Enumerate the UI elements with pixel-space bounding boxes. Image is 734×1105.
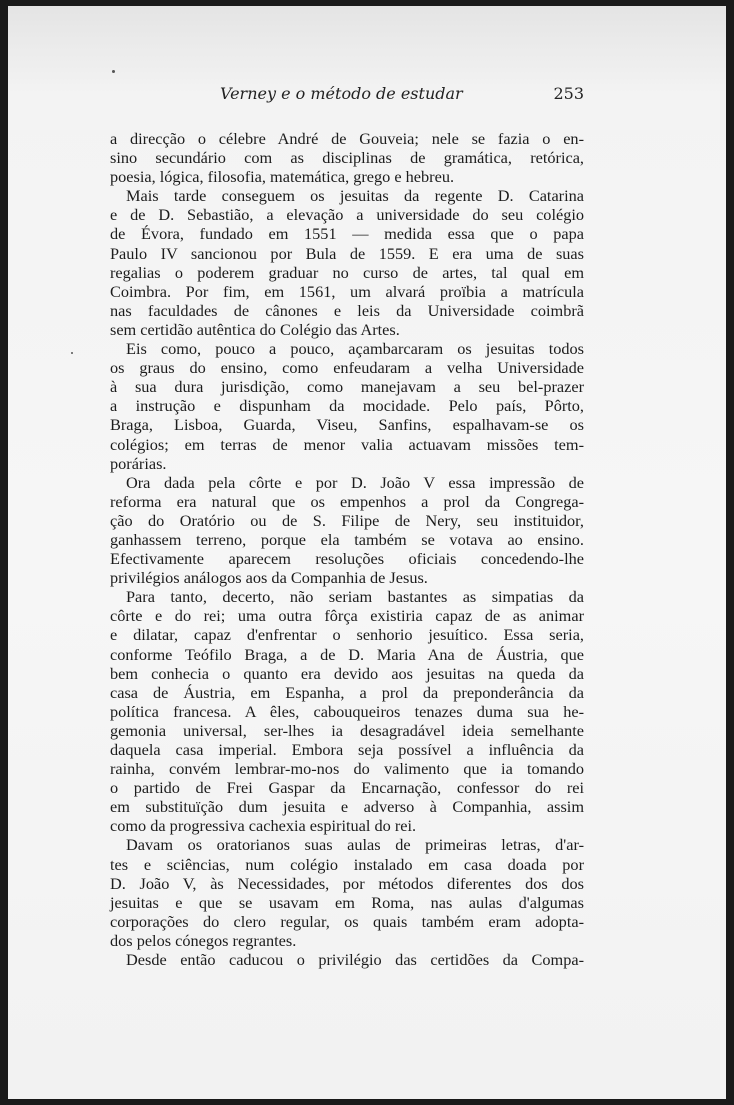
text-line: política francesa. A êles, cabouqueiros tenazes duma sua he- bbox=[110, 701, 584, 721]
text-line: sem certidão autêntica do Colégio das Artes. bbox=[110, 319, 400, 339]
text-line: porárias. bbox=[110, 453, 167, 473]
text-line: e dilatar, capaz d'enfrentar o senhorio jesuítico. Essa seria, bbox=[110, 625, 584, 645]
text-line: dos pelos cónegos regrantes. bbox=[110, 930, 297, 950]
text-line: regalias o poderem graduar no curso de artes, tal qual em bbox=[110, 262, 584, 282]
text-line: Braga, Lisboa, Guarda, Viseu, Sanfins, espalhavam-se os bbox=[110, 415, 584, 435]
book-page bbox=[8, 6, 726, 1099]
text-line: corporações do clero regular, os quais também eram adopta- bbox=[110, 911, 584, 931]
text-line: nas faculdades de cânones e leis da Universidade coimbrã bbox=[110, 300, 584, 320]
text-line: Ora dada pela côrte e por D. João V essa impressão de bbox=[126, 472, 584, 492]
page-header bbox=[108, 84, 584, 108]
text-line: Mais tarde conseguem os jesuitas da regente D. Catarina bbox=[126, 186, 584, 206]
text-line: como da progressiva cachexia espiritual do rei. bbox=[110, 816, 417, 836]
text-line: gemonia universal, ser-lhes ia desagradável ideia semelhante bbox=[110, 720, 584, 740]
text-line: Davam os oratorianos suas aulas de primeiras letras, d'ar- bbox=[126, 835, 584, 855]
text-line: jesuitas e que se usavam em Roma, nas aulas d'algumas bbox=[110, 892, 584, 912]
text-line: sino secundário com as disciplinas de gramática, retórica, bbox=[110, 148, 584, 168]
text-line: privilégios análogos aos da Companhia de Jesus. bbox=[110, 568, 428, 588]
text-line: Efectivamente aparecem resoluções oficiais concedendo-lhe bbox=[110, 549, 584, 569]
print-speck bbox=[112, 70, 115, 73]
text-line: poesia, lógica, filosofia, matemática, grego e hebreu. bbox=[110, 167, 455, 187]
text-line: Paulo IV sancionou por Bula de 1559. E era uma de suas bbox=[110, 243, 584, 263]
text-line: os graus do ensino, como enfeudaram a velha Universidade bbox=[110, 358, 584, 378]
text-line: ção do Oratório ou de S. Filipe de Nery, seu instituidor, bbox=[110, 510, 584, 530]
running-title: Verney e o método de estudar bbox=[220, 84, 463, 103]
print-speck bbox=[71, 352, 73, 354]
text-line: colégios; em terras de menor valia actuavam missões tem- bbox=[110, 434, 584, 454]
text-line: o partido de Frei Gaspar da Encarnação, confessor do rei bbox=[110, 778, 584, 798]
text-line: côrte e do rei; uma outra fôrça existiria capaz de as animar bbox=[110, 606, 584, 626]
text-line: a instrução e dispunham da mocidade. Pelo país, Pôrto, bbox=[110, 396, 584, 416]
text-line: reforma era natural que os empenhos a prol da Congrega- bbox=[110, 491, 584, 511]
body-text bbox=[110, 129, 584, 969]
text-line: à sua dura jurisdição, como manejavam a seu bel-prazer bbox=[110, 377, 584, 397]
text-line: Eis como, pouco a pouco, açambarcaram os jesuitas todos bbox=[126, 339, 584, 359]
text-line: daquela casa imperial. Embora seja possível a influência da bbox=[110, 740, 584, 759]
text-line: casa de Áustria, em Espanha, a prol da preponderância da bbox=[110, 682, 584, 702]
text-line: bem conhecia o quanto era devido aos jesuitas na queda da bbox=[110, 663, 584, 683]
text-line: tes e sciências, num colégio instalado em casa doada por bbox=[110, 854, 584, 874]
text-line: ganhassem terreno, porque ela também se votava ao ensino. bbox=[110, 529, 584, 549]
text-line: e de D. Sebastião, a elevação a universidade do seu colégio bbox=[110, 205, 584, 225]
text-line: Desde então caducou o privilégio das certidões da Compa- bbox=[126, 950, 584, 970]
text-line: D. João V, às Necessidades, por métodos diferentes dos dos bbox=[110, 873, 584, 893]
text-line: rainha, convém lembrar-mo-nos do valimento que ia tomando bbox=[110, 759, 584, 779]
text-line: a direcção o célebre André de Gouveia; nele se fazia o en- bbox=[110, 129, 584, 148]
text-line: Para tanto, decerto, não seriam bastantes as simpatias da bbox=[126, 587, 584, 607]
text-line: Coimbra. Por fim, em 1561, um alvará proïbia a matrícula bbox=[110, 281, 584, 301]
page-number: 253 bbox=[553, 84, 584, 103]
text-line: em substituïção dum jesuita e adverso à Companhia, assim bbox=[110, 797, 584, 817]
text-line: conforme Teófilo Braga, a de D. Maria Ana de Áustria, que bbox=[110, 644, 584, 664]
text-line: de Évora, fundado em 1551 — medida essa que o papa bbox=[110, 224, 584, 244]
